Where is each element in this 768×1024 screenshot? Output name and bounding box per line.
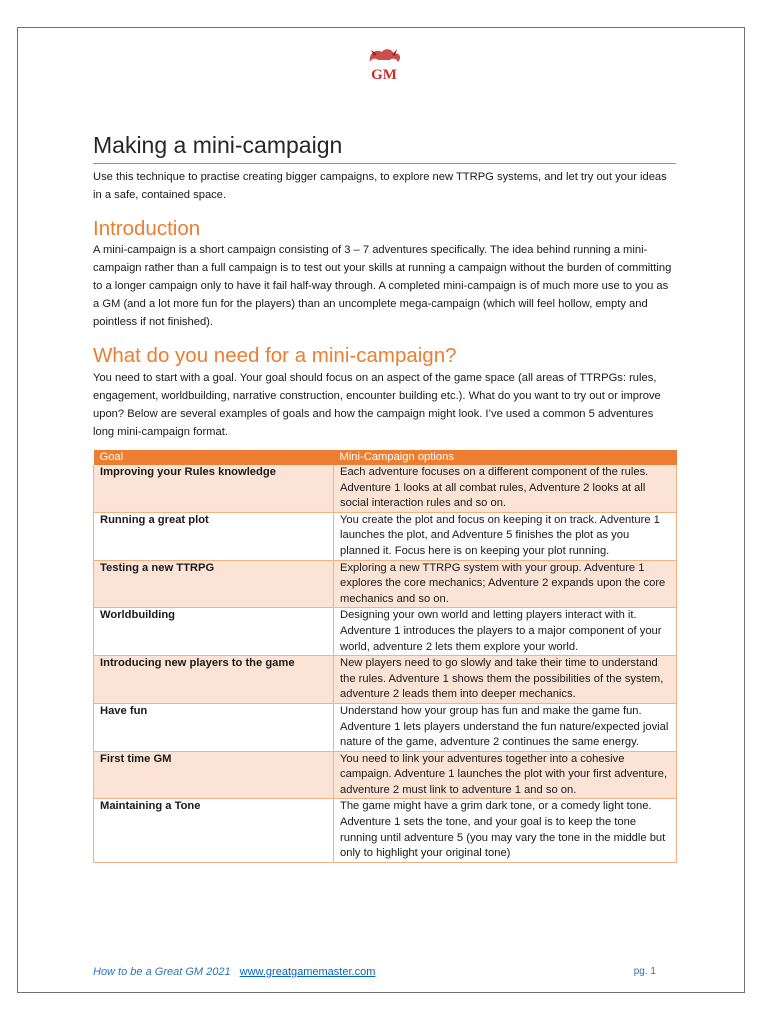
- need-paragraph: You need to start with a goal. Your goal should focus on an aspect of the game space (all areas of TTRPGs: rules, engagement, worldbuilding, narrative construction, encounter building etc.). What do you want to try out or improve upon? Below are several examples of goals and how the campaign might look. I’ve used a common 5 adventures long mini-campaign format.: [93, 372, 661, 438]
- option-cell: Designing your own world and letting players interact with it. Adventure 1 introduces the players to a major component of your world, adventure 2 lets them explore your world.: [334, 608, 677, 656]
- goal-cell: First time GM: [94, 751, 334, 799]
- goal-cell: Running a great plot: [94, 512, 334, 560]
- option-cell: Each adventure focuses on a different component of the rules. Adventure 1 looks at all combat rules, Adventure 2 looks at all social interaction rules and so on.: [334, 465, 677, 512]
- table-row: [94, 799, 677, 862]
- page-title: Making a mini-campaign: [93, 130, 676, 164]
- intro-paragraph: Use this technique to practise creating bigger campaigns, to explore new TTRPG systems, and let try out your ideas in a safe, contained space.: [93, 171, 667, 201]
- option-cell: Understand how your group has fun and make the game fun. Adventure 1 lets players understand the fun nature/expected jovial nature of the game, adventure 2 continues the same energy.: [334, 703, 677, 751]
- table-row: [94, 608, 677, 656]
- goal-cell: Testing a new TTRPG: [94, 560, 334, 608]
- footer-website-link[interactable]: www.greatgamemaster.com: [239, 966, 376, 978]
- dragon-gm-logo-icon: [362, 46, 406, 86]
- page-footer: [93, 965, 656, 979]
- table-header-row: [94, 450, 677, 465]
- table-row: [94, 465, 677, 512]
- option-cell: New players need to go slowly and take their time to understand the rules. Adventure 1 shows them the possibilities of the system, adventure 2 leads them into deeper mechanics.: [334, 656, 677, 704]
- option-cell: You create the plot and focus on keeping it on track. Adventure 1 launches the plot, and Adventure 5 finishes the plot as you planned it. Focus here is on keeping your plot running.: [334, 512, 677, 560]
- goal-cell: Maintaining a Tone: [94, 799, 334, 862]
- header-options: Mini-Campaign options: [334, 450, 677, 465]
- table-row: [94, 656, 677, 704]
- introduction-heading: Introduction: [93, 217, 201, 240]
- page-number: pg. 1: [633, 966, 656, 977]
- option-cell: Exploring a new TTRPG system with your group. Adventure 1 explores the core mechanics; Adventure 2 expands upon the core mechanics and so on.: [334, 560, 677, 608]
- goal-cell: Have fun: [94, 703, 334, 751]
- goal-cell: Worldbuilding: [94, 608, 334, 656]
- need-heading: What do you need for a mini-campaign?: [93, 344, 457, 367]
- option-cell: You need to link your adventures together into a cohesive campaign. Adventure 1 launches the plot with your first adventure, adventure 2 must link to adventure 1 and so on.: [334, 751, 677, 799]
- option-cell: The game might have a grim dark tone, or a comedy light tone. Adventure 1 sets the tone, and your goal is to keep the tone running until adventure 5 (you may vary the tone in the middle but only to highlight your original tone): [334, 799, 677, 862]
- introduction-paragraph: A mini-campaign is a short campaign consisting of 3 – 7 adventures specifically. The idea behind running a mini-campaign rather than a full campaign is to test out your skills at running a campaign without the burden of committing to a longer campaign only to have it fail half-way through. A completed mini-campaign is of much more use to you as a GM (and a lot more fun for the players) than an uncomplete mega-campaign (which will feel hollow, empty and pointless if not finished).: [93, 244, 672, 328]
- svg-text:GM: GM: [371, 67, 397, 83]
- goal-cell: Improving your Rules knowledge: [94, 465, 334, 512]
- goal-cell: Introducing new players to the game: [94, 656, 334, 704]
- table-row: [94, 703, 677, 751]
- table-row: [94, 560, 677, 608]
- goals-table: [93, 450, 677, 863]
- header-goal: Goal: [94, 450, 334, 465]
- table-row: [94, 512, 677, 560]
- table-row: [94, 751, 677, 799]
- footer-text: How to be a Great GM 2021: [93, 966, 231, 978]
